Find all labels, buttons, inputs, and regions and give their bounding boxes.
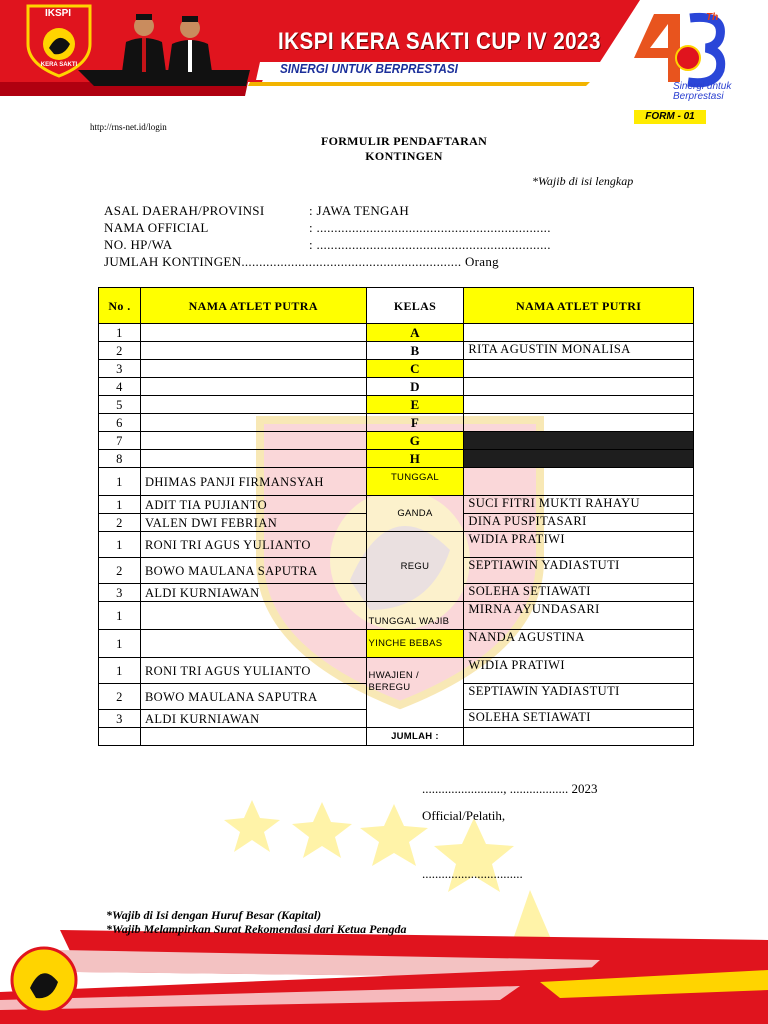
putra-cell[interactable]: ADIT TIA PUJIANTO <box>140 496 366 514</box>
form-title-line-1: FORMULIR PENDAFTARAN <box>320 134 488 148</box>
putra-cell[interactable] <box>140 728 366 746</box>
putri-cell[interactable] <box>464 360 694 378</box>
table-row <box>99 378 694 396</box>
row-no: 5 <box>99 396 141 414</box>
putra-cell[interactable] <box>140 414 366 432</box>
table-row <box>99 658 694 684</box>
table-row <box>99 450 694 468</box>
putra-cell[interactable]: RONI TRI AGUS YULIANTO <box>140 532 366 558</box>
header-putri: NAMA ATLET PUTRI <box>464 288 694 324</box>
athlete-table <box>98 287 694 746</box>
kelas-cell: B <box>366 342 464 360</box>
putra-cell[interactable] <box>140 432 366 450</box>
row-no: 1 <box>99 496 141 514</box>
phone-field[interactable]: : .................................................................. <box>309 237 551 252</box>
putri-cell[interactable]: RITA AGUSTIN MONALISA <box>464 342 694 360</box>
logo-text-bottom: KERA SAKTI <box>40 62 78 68</box>
putri-cell[interactable] <box>464 414 694 432</box>
row-no: 7 <box>99 432 141 450</box>
table-row <box>99 432 694 450</box>
row-no: 1 <box>99 468 141 496</box>
row-no: 4 <box>99 378 141 396</box>
kelas-cell: D <box>366 378 464 396</box>
anniversary-logo <box>628 10 740 90</box>
event-subtitle: SINERGI UNTUK BERPRESTASI <box>280 61 458 76</box>
count-field[interactable]: JUMLAH KONTINGEN.............................................................. <box>104 254 462 269</box>
kelas-cell: TUNGGAL WAJIB <box>366 602 464 630</box>
kelas-cell: HWAJIEN / BEREGU <box>366 658 464 728</box>
figures-photo <box>104 8 228 72</box>
putri-cell[interactable] <box>464 378 694 396</box>
table-row <box>99 396 694 414</box>
count-row <box>104 254 499 270</box>
kelas-cell: E <box>366 396 464 414</box>
putri-cell[interactable] <box>464 468 694 496</box>
putri-cell[interactable]: SEPTIAWIN YADIASTUTI <box>464 558 694 584</box>
kelas-cell: H <box>366 450 464 468</box>
putri-cell[interactable] <box>464 450 694 468</box>
putra-cell[interactable]: BOWO MAULANA SAPUTRA <box>140 558 366 584</box>
count-unit: Orang <box>464 254 499 269</box>
row-no: 1 <box>99 602 141 630</box>
table-total-row <box>99 728 694 746</box>
putri-cell[interactable]: SOLEHA SETIAWATI <box>464 710 694 728</box>
putra-cell[interactable] <box>140 630 366 658</box>
row-no: 1 <box>99 658 141 684</box>
putra-cell[interactable]: ALDI KURNIAWAN <box>140 710 366 728</box>
putra-cell[interactable] <box>140 396 366 414</box>
putra-cell[interactable]: BOWO MAULANA SAPUTRA <box>140 684 366 710</box>
putri-cell[interactable] <box>464 396 694 414</box>
footer-logo <box>8 944 80 1016</box>
row-no: 1 <box>99 324 141 342</box>
putra-cell[interactable] <box>140 342 366 360</box>
signature-name-line[interactable]: ............................... <box>422 866 523 881</box>
form-title <box>200 134 608 164</box>
row-no: 6 <box>99 414 141 432</box>
phone-label: NO. HP/WA <box>104 237 173 252</box>
putri-cell[interactable]: MIRNA AYUNDASARI <box>464 602 694 630</box>
putri-cell[interactable] <box>464 324 694 342</box>
header-no: No . <box>99 288 141 324</box>
registration-url[interactable]: http://rns-net.id/login <box>90 122 167 132</box>
table-row <box>99 630 694 658</box>
row-no: 2 <box>99 514 141 532</box>
signature-date-line[interactable]: ........................., .................. 2023 <box>422 781 598 796</box>
footnotes <box>106 908 406 936</box>
kelas-cell: A <box>366 324 464 342</box>
footnote-2: *Wajib Melampirkan Surat Rekomendasi dari Ketua Pengda <box>106 922 407 936</box>
row-no: 1 <box>99 630 141 658</box>
putri-cell[interactable]: SOLEHA SETIAWATI <box>464 584 694 602</box>
table-row <box>99 342 694 360</box>
kelas-cell: REGU <box>366 532 464 602</box>
event-title: IKSPI KERA SAKTI CUP IV 2023 <box>278 28 601 55</box>
putra-cell[interactable]: VALEN DWI FEBRIAN <box>140 514 366 532</box>
kelas-cell: YINCHE BEBAS <box>366 630 464 658</box>
header-kelas: KELAS <box>366 288 464 324</box>
origin-value[interactable]: : JAWA TENGAH <box>309 203 410 218</box>
origin-label: ASAL DAERAH/PROVINSI <box>104 203 265 218</box>
putra-cell[interactable]: ALDI KURNIAWAN <box>140 584 366 602</box>
kelas-cell: G <box>366 432 464 450</box>
official-label: NAMA OFFICIAL <box>104 220 209 235</box>
row-no: 1 <box>99 532 141 558</box>
row-no: 3 <box>99 710 141 728</box>
row-no: 3 <box>99 360 141 378</box>
row-no: 2 <box>99 342 141 360</box>
phone-row <box>104 237 551 253</box>
required-note: *Wajib di isi lengkap <box>532 174 634 188</box>
table-row <box>99 414 694 432</box>
putra-cell[interactable]: DHIMAS PANJI FIRMANSYAH <box>140 468 366 496</box>
table-header-row <box>99 288 694 324</box>
form-code-badge: FORM - 01 <box>634 110 706 124</box>
row-no: 2 <box>99 558 141 584</box>
putri-cell[interactable]: WIDIA PRATIWI <box>464 658 694 684</box>
putri-cell[interactable]: WIDIA PRATIWI <box>464 532 694 558</box>
official-row <box>104 220 551 236</box>
header-putra: NAMA ATLET PUTRA <box>140 288 366 324</box>
putra-cell[interactable] <box>140 450 366 468</box>
table-row <box>99 360 694 378</box>
anniversary-slogan: Sinergi untuk Berprestasi <box>673 81 732 102</box>
putri-cell[interactable]: SEPTIAWIN YADIASTUTI <box>464 684 694 710</box>
putra-cell[interactable] <box>140 602 366 630</box>
form-title-line-2: KONTINGEN <box>365 149 443 163</box>
row-no <box>99 728 141 746</box>
putri-cell[interactable]: SUCI FITRI MUKTI RAHAYU <box>464 496 694 514</box>
kelas-cell: TUNGGAL <box>366 468 464 496</box>
row-no: 2 <box>99 684 141 710</box>
putra-cell[interactable] <box>140 360 366 378</box>
table-row <box>99 496 694 514</box>
anniversary-suffix: Th <box>706 12 719 23</box>
jumlah-label: JUMLAH : <box>366 728 464 746</box>
table-row <box>99 468 694 496</box>
putri-cell[interactable] <box>464 432 694 450</box>
kelas-cell: GANDA <box>366 496 464 532</box>
putri-cell[interactable]: DINA PUSPITASARI <box>464 514 694 532</box>
signature-role: Official/Pelatih, <box>422 808 506 823</box>
row-no: 3 <box>99 584 141 602</box>
table-row <box>99 324 694 342</box>
table-row <box>99 602 694 630</box>
row-no: 8 <box>99 450 141 468</box>
origin-row <box>104 203 409 219</box>
putri-cell[interactable]: NANDA AGUSTINA <box>464 630 694 658</box>
kelas-cell: C <box>366 360 464 378</box>
table-row <box>99 532 694 558</box>
putra-cell[interactable] <box>140 378 366 396</box>
putra-cell[interactable]: RONI TRI AGUS YULIANTO <box>140 658 366 684</box>
footnote-1: *Wajib di Isi dengan Huruf Besar (Kapital) <box>106 908 322 922</box>
official-field[interactable]: : .................................................................. <box>309 220 551 235</box>
logo-text-top: IKSPI <box>44 8 72 19</box>
jumlah-value[interactable] <box>464 728 694 746</box>
putra-cell[interactable] <box>140 324 366 342</box>
kelas-cell: F <box>366 414 464 432</box>
